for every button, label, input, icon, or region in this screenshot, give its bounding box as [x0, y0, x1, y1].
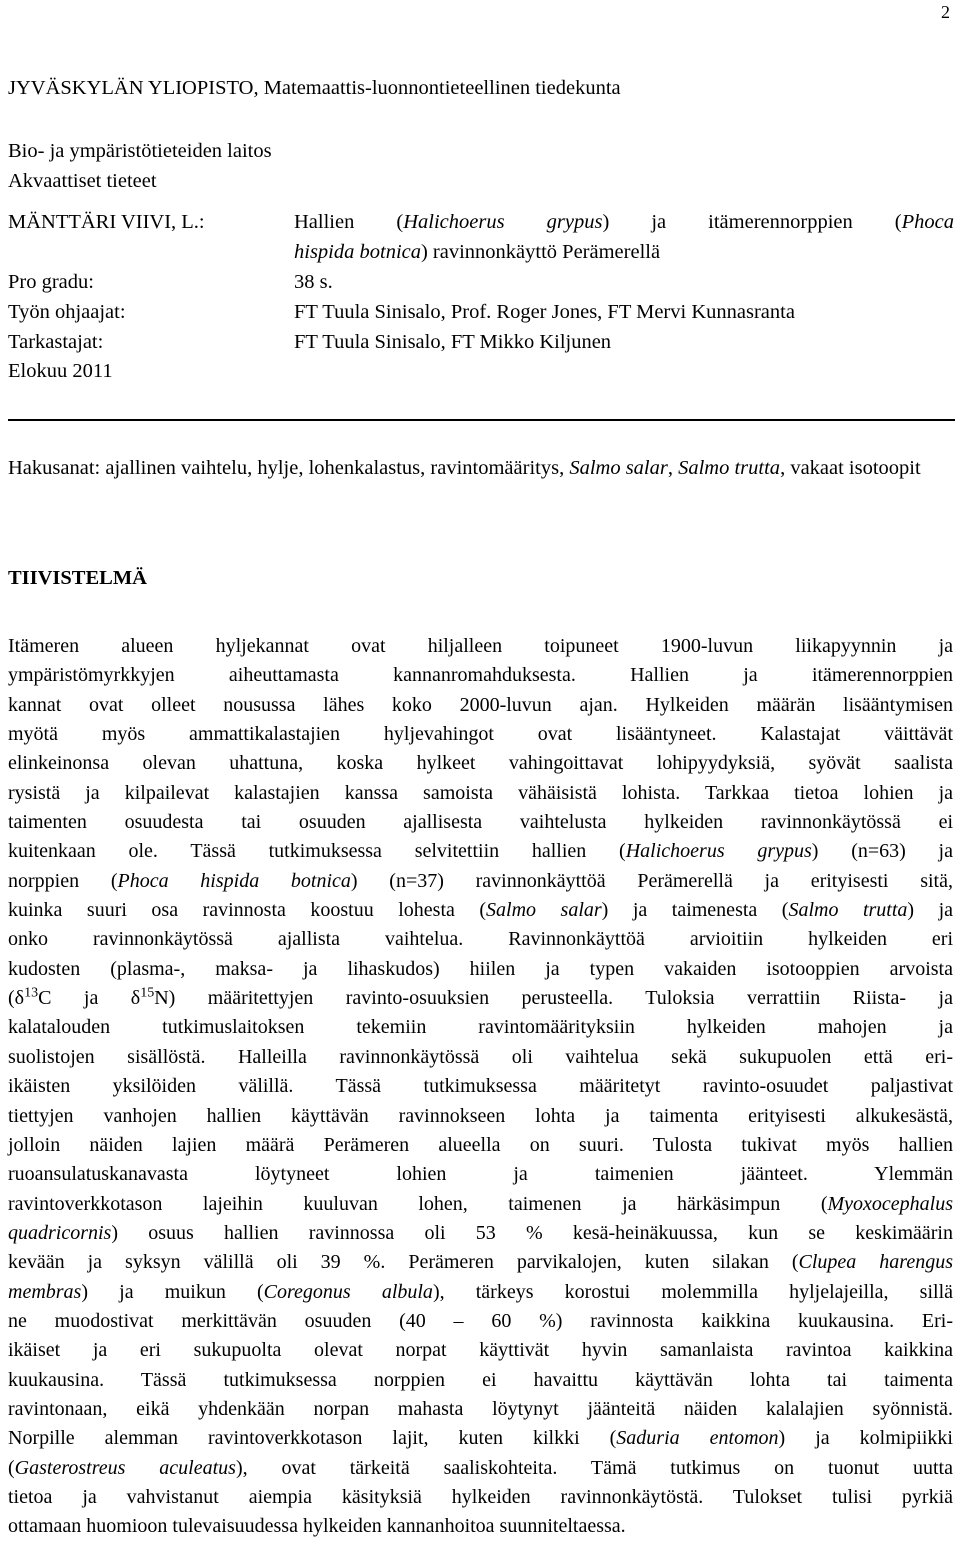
page-number: 2: [941, 2, 950, 22]
examiners-value: FT Tuula Sinisalo, FT Mikko Kiljunen: [294, 331, 612, 353]
thesis-title-line1: [294, 207, 954, 237]
abstract-line: rysistä ja kilpailevat kalastajien kanssa samoista vähäisistä lohista. Tarkkaa tietoa lohien ja: [8, 781, 953, 804]
abstract-heading: TIIVISTELMÄ: [8, 567, 147, 589]
thesis-title-text-2: hispida botnica) ravinnonkäyttö Perämerellä: [294, 241, 661, 263]
abstract-line: jolloin näiden lajien määrä Perämeren alueella on suuri. Tulosta tukivat myös hallien: [8, 1133, 953, 1156]
pro-gradu-label: Pro gradu:: [8, 271, 94, 293]
examiners-label: Tarkastajat:: [8, 331, 104, 353]
abstract-line: ikäiset ja eri sukupuolta olevat norpat käyttivät hyvin samanlaista ravintoa kaikkina: [8, 1339, 953, 1362]
abstract-line: kannat ovat olleet nousussa lähes koko 2000-luvun ajan. Hylkeiden määrän lisääntymisen: [8, 693, 953, 716]
abstract-line: Itämeren alueen hyljekannat ovat hiljalleen toipuneet 1900-luvun liikapyynnin ja: [8, 635, 953, 657]
abstract-line: Norpille alemman ravintoverkkotason lajit, kuten kilkki (Saduria entomon) ja kolmipiikki: [8, 1427, 953, 1450]
abstract-line: kudosten (plasma-, maksa- ja lihaskudos) hiilen ja typen vakaiden isotooppien arvoista: [8, 957, 953, 980]
abstract-line: ravintoverkkotason lajeihin kuuluvan lohen, taimenen ja härkäsimpun (Myoxocephalus: [8, 1192, 953, 1215]
abstract-line: quadricornis) osuus hallien ravinnossa oli 53 % kesä-heinäkuussa, kun se keskimäärin: [8, 1221, 953, 1244]
date-line: Elokuu 2011: [8, 360, 113, 382]
abstract-line: ne muodostivat merkittävän osuuden (40 – 60 %) ravinnosta kaikkina kuukausina. Eri-: [8, 1309, 953, 1332]
pro-gradu-value: 38 s.: [294, 271, 333, 293]
supervisors-value: FT Tuula Sinisalo, Prof. Roger Jones, FT Mervi Kunnasranta: [294, 301, 795, 323]
abstract-line: ikäisten yksilöiden välillä. Tässä tutkimuksessa määritetyt ravinto-osuudet paljastivat: [8, 1075, 953, 1098]
department-line: Bio- ja ympäristötieteiden laitos: [8, 140, 272, 162]
abstract-line: ruoansulatuskanavasta löytyneet lohien ja taimenien jäänteet. Ylemmän: [8, 1163, 953, 1186]
abstract-line: tiettyjen vanhojen hallien käyttävän ravinnokseen lohta ja taimenta erityisesti alkukesästä,: [8, 1104, 953, 1127]
section-line: Akvaattiset tieteet: [8, 170, 157, 192]
abstract-line: myötä myös ammattikalastajien hyljevahingot ovat lisääntyneet. Kalastajat väittävät: [8, 723, 953, 746]
abstract-line: ympäristömyrkkyjen aiheuttamasta kannanromahduksesta. Hallien ja itämerennorppien: [8, 664, 953, 687]
abstract-line: onko ravinnonkäytössä ajallista vaihtelua. Ravinnonkäyttöä arvioitiin hylkeiden eri: [8, 928, 953, 951]
supervisors-label: Työn ohjaajat:: [8, 301, 126, 323]
abstract-line: kevään ja syksyn välillä oli 39 %. Perämeren parvikalojen, kuten silakan (Clupea harengus: [8, 1251, 953, 1274]
abstract-line: norppien (Phoca hispida botnica) (n=37) ravinnonkäyttöä Perämerellä ja erityisesti sitä,: [8, 869, 953, 892]
abstract-line: membras) ja muikun (Coregonus albula), tärkeys korostui molemmilla hyljelajeilla, sillä: [8, 1280, 953, 1303]
horizontal-rule: [8, 419, 955, 421]
abstract-line: ottamaan huomioon tulevaisuudessa hylkeiden kannanhoitoa suunniteltaessa.: [8, 1515, 626, 1538]
university-line: JYVÄSKYLÄN YLIOPISTO, Matemaattis-luonnontieteellinen tiedekunta: [8, 77, 621, 99]
abstract-line: (Gasterostreus aculeatus), ovat tärkeitä saaliskohteita. Tämä tutkimus on tuonut uutta: [8, 1456, 953, 1479]
abstract-line: suolistojen sisällöstä. Halleilla ravinnonkäytössä oli vaihtelua sekä sukupuolen että eri-: [8, 1045, 953, 1068]
abstract-body: [8, 632, 953, 1542]
abstract-line: kuinka suuri osa ravinnosta koostuu lohesta (Salmo salar) ja taimenesta (Salmo trutta) ja: [8, 899, 953, 922]
abstract-line: kalatalouden tutkimuslaitoksen tekemiin ravintomäärityksiin hylkeiden mahojen ja: [8, 1016, 953, 1039]
abstract-line: ravintonaan, eikä yhdenkään norpan mahasta löytynyt jäänteitä näiden kalalajien syönnistä.: [8, 1397, 953, 1420]
author-label: MÄNTTÄRI VIIVI, L.:: [8, 211, 205, 233]
thesis-title-line2: [294, 237, 660, 267]
abstract-line: ($\delta^{13}C$ ja $\delta^{15}N$) määritettyjen ravinto-osuuksien perusteella. Tuloksia verrattiin Riista- ja: [8, 985, 953, 1010]
abstract-line: tietoa ja vahvistanut aiempia käsityksiä hylkeiden ravinnonkäytöstä. Tulokset tulisi pyrkiä: [8, 1485, 953, 1508]
abstract-line: kuukausina. Tässä tutkimuksessa norppien ei havaittu käyttävän lohta tai taimenta: [8, 1368, 953, 1391]
abstract-line: taimenten osuudesta tai osuuden ajallisesta vaihtelusta hylkeiden ravinnonkäytössä ei: [8, 811, 953, 834]
abstract-line: elinkeinonsa olevan uhattuna, koska hylkeet vahingoittavat lohipyydyksiä, syövät saalista: [8, 752, 953, 775]
abstract-line: kuitenkaan ole. Tässä tutkimuksessa selvitettiin hallien (Halichoerus grypus) (n=63) ja: [8, 840, 953, 863]
keywords: Hakusanat: ajallinen vaihtelu, hylje, lohenkalastus, ravintomääritys, Salmo salar, Salmo trutta, vakaat isotoopit: [8, 457, 921, 479]
thesis-title-text-1: Hallien (Halichoerus grypus) ja itämerennorppien (Phoca: [294, 211, 955, 233]
